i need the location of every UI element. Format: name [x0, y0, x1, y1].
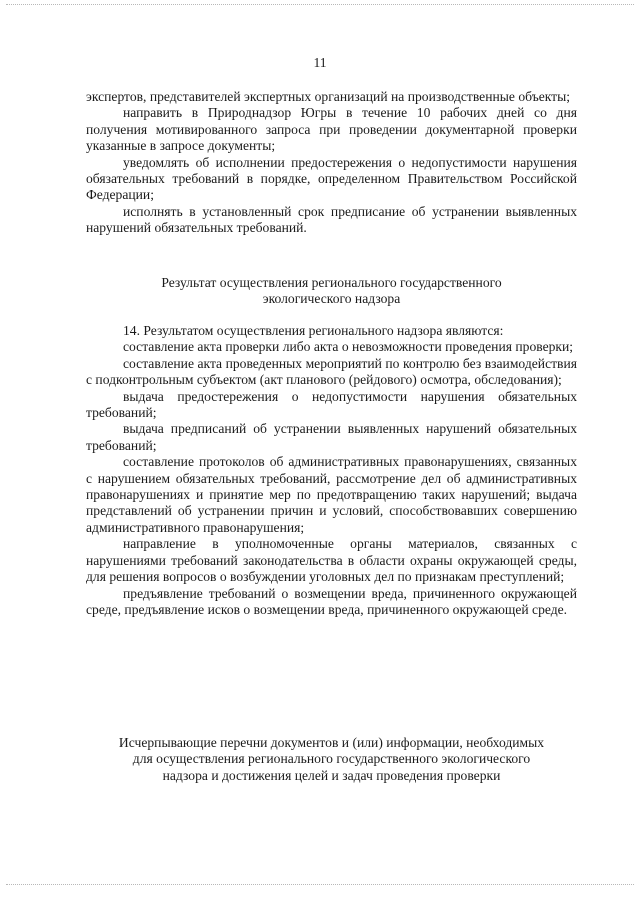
results-list — [86, 323, 577, 618]
paragraph: 14. Результатом осуществления регионального надзора являются: — [123, 323, 504, 338]
heading-line: надзора и достижения целей и задач проведения проверки — [162, 767, 501, 783]
heading-line: экологического надзора — [262, 291, 401, 307]
obligations-list — [86, 89, 577, 237]
page-number: 11 — [313, 55, 327, 70]
section-heading-result — [86, 275, 577, 308]
scan-edge-bottom — [6, 884, 634, 885]
paragraph: выдача предписаний об устранении выявленных нарушений обязательных требований; — [86, 421, 577, 453]
paragraph: уведомлять об исполнении предостережения о недопустимости нарушения обязательных требований в порядке, определенном Правительством Российской Федерации; — [86, 154, 577, 203]
heading-line: Исчерпывающие перечни документов и (или) информации, необходимых — [118, 735, 545, 750]
paragraph: предъявление требований о возмещении вреда, причиненного окружающей среде, предъявление исков о возмещении вреда, причиненного окружающей среде. — [86, 585, 577, 617]
paragraph: составление акта проведенных мероприятий по контролю без взаимодействия с подконтрольным субъектом (акт планового (рейдового) осмотра, обследования); — [86, 355, 577, 388]
scan-edge-top — [6, 4, 634, 5]
paragraph: выдача предостережения о недопустимости нарушения обязательных требований; — [86, 388, 577, 421]
paragraph: исполнять в установленный срок предписание об устранении выявленных нарушений обязательных требований. — [86, 203, 577, 236]
paragraph: направление в уполномоченные органы материалов, связанных с нарушениями требований законодательства в области охраны окружающей среды, для решения вопросов о возбуждении уголовных дел по признакам преступлений; — [86, 536, 577, 585]
paragraph: составление акта проверки либо акта о невозможности проведения проверки; — [123, 339, 574, 355]
paragraph: экспертов, представителей экспертных организаций на производственные объекты; — [86, 89, 571, 104]
paragraph: составление протоколов об административных правонарушениях, связанных с нарушением обязательных требований, рассмотрение дел об административных правонарушениях и принятие мер по предотвращению таких нарушений; выдача представлений об устранении причин и условий, способствовавших совершению административного правонарушения; — [86, 454, 577, 535]
heading-line: для осуществления регионального государственного экологического — [132, 751, 531, 767]
heading-line: Результат осуществления регионального государственного — [161, 275, 502, 290]
section-heading-documents — [86, 735, 577, 784]
paragraph: направить в Природнадзор Югры в течение 10 рабочих дней со дня получения мотивированного запроса при проведении документарной проверки указанные в запросе документы; — [86, 105, 577, 154]
